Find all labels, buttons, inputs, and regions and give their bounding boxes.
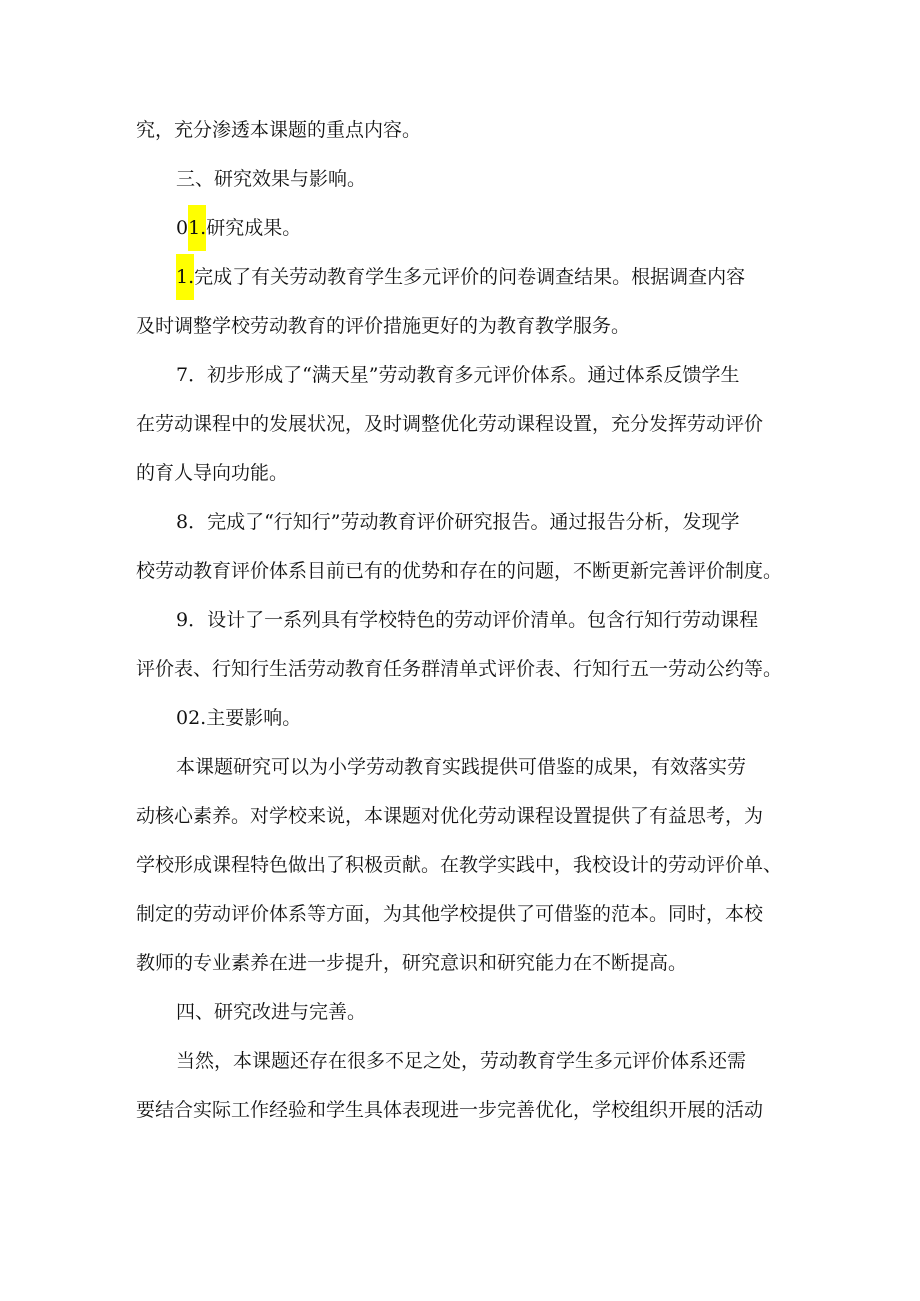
item-7-line-3: 的育人导向功能。 — [136, 462, 289, 484]
item-1-text: 完成了有关劳动教育学生多元评价的问卷调查结果。根据调查内容 — [194, 266, 746, 288]
highlighted-number: 1. — [176, 254, 194, 300]
impact-line-3: 学校形成课程特色做出了积极贡献。在教学实践中，我校设计的劳动评价单、 — [136, 854, 783, 876]
heading-section-4: 四、研究改进与完善。 — [176, 1001, 367, 1023]
item-1-line-2: 及时调整学校劳动教育的评价措施更好的为教育教学服务。 — [136, 315, 631, 337]
item-9-line-2: 评价表、行知行生活劳动教育任务群清单式评价表、行知行五一劳动公约等。 — [136, 658, 783, 680]
heading-section-3: 三、研究效果与影响。 — [176, 168, 367, 190]
item-7-line-1: 7．初步形成了“满天星”劳动教育多元评价体系。通过体系反馈学生 — [176, 364, 740, 386]
document-body — [136, 106, 796, 1135]
highlighted-number: 1. — [188, 205, 206, 251]
impact-line-2: 动核心素养。对学校来说，本课题对优化劳动课程设置提供了有益思考，为 — [136, 805, 764, 827]
item-8-line-1: 8．完成了“行知行”劳动教育评价研究报告。通过报告分析，发现学 — [176, 511, 740, 533]
improve-line-1: 当然，本课题还存在很多不足之处，劳动教育学生多元评价体系还需 — [176, 1050, 747, 1072]
item-1-line-1 — [136, 253, 796, 302]
heading-number-prefix: 0 — [176, 217, 189, 239]
impact-line-5: 教师的专业素养在进一步提升，研究意识和研究能力在不断提高。 — [136, 952, 688, 974]
improve-line-2: 要结合实际工作经验和学生具体表现进一步完善优化，学校组织开展的活动 — [136, 1099, 764, 1121]
heading-main-impact: 02.主要影响。 — [176, 707, 302, 729]
item-9-line-1: 9．设计了一系列具有学校特色的劳动评价清单。包含行知行劳动课程 — [176, 609, 759, 631]
heading-text: 研究成果。 — [206, 217, 302, 239]
heading-research-results — [136, 204, 796, 253]
impact-line-1: 本课题研究可以为小学劳动教育实践提供可借鉴的成果，有效落实劳 — [176, 756, 747, 778]
paragraph-intro-tail: 究，充分渗透本课题的重点内容。 — [136, 119, 422, 141]
item-8-line-2: 校劳动教育评价体系目前已有的优势和存在的问题，不断更新完善评价制度。 — [136, 560, 783, 582]
item-7-line-2: 在劳动课程中的发展状况，及时调整优化劳动课程设置，充分发挥劳动评价 — [136, 413, 764, 435]
impact-line-4: 制定的劳动评价体系等方面，为其他学校提供了可借鉴的范本。同时，本校 — [136, 903, 764, 925]
